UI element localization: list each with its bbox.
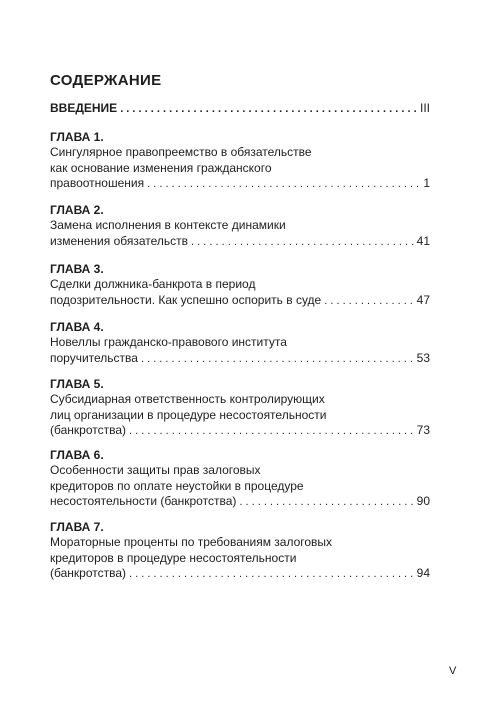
chapter-page-number: 53 [416, 350, 430, 365]
dot-leader [129, 567, 414, 582]
toc-entry-chapter-7[interactable] [50, 520, 430, 583]
chapter-heading: ГЛАВА 4. [50, 320, 104, 334]
dot-leader [147, 177, 420, 192]
dot-leader [129, 424, 414, 439]
chapter-title-line: как основание изменения гражданского [50, 160, 272, 175]
chapter-title-line: (банкротства) [50, 566, 126, 581]
chapter-title-line: Особенности защиты прав залоговых [50, 463, 261, 478]
chapter-title-line: несостоятельности (банкротства) [50, 494, 237, 509]
chapter-heading: ГЛАВА 5. [50, 377, 104, 391]
chapter-title-line: Субсидиарная ответственность контролирующих [50, 392, 325, 407]
toc-entry-chapter-2[interactable] [50, 203, 430, 250]
chapter-title-line: кредиторов в процедуре несостоятельности [50, 550, 297, 565]
chapter-page-number: 90 [416, 494, 430, 509]
toc-entry-chapter-3[interactable] [50, 262, 430, 309]
chapter-title-line: подозрительности. Как успешно оспорить в суде [50, 292, 322, 307]
chapter-page-number: 47 [416, 292, 430, 307]
chapter-title-line: правоотношения [50, 176, 145, 191]
chapter-heading: ГЛАВА 6. [50, 448, 104, 462]
chapter-heading: ГЛАВА 7. [50, 520, 104, 534]
toc-entry-chapter-6[interactable] [50, 448, 430, 511]
chapter-page-number: 41 [416, 233, 430, 248]
dot-leader [239, 495, 413, 510]
dot-leader [120, 103, 417, 115]
chapter-title-line: Мораторные проценты по требованиям залоговых [50, 535, 333, 550]
toc-entry-chapter-4[interactable] [50, 320, 430, 367]
toc-entry-chapter-1[interactable] [50, 130, 430, 193]
chapter-title-line: поручительства [50, 350, 138, 365]
chapter-heading: ГЛАВА 3. [50, 262, 104, 276]
chapter-title-line: изменения обязательств [50, 233, 189, 248]
dot-leader [191, 235, 414, 250]
chapter-title-line: Сингулярное правопреемство в обязательстве [50, 145, 312, 160]
chapter-heading: ГЛАВА 2. [50, 203, 104, 217]
chapter-title-line: Сделки должника-банкрота в период [50, 277, 256, 292]
toc-title: СОДЕРЖАНИЕ [50, 72, 162, 89]
toc-entry-chapter-5[interactable] [50, 377, 430, 440]
intro-page-number: III [419, 101, 430, 115]
chapter-page-number: 73 [416, 423, 430, 438]
chapter-title-line: Новеллы гражданско-правового института [50, 335, 287, 350]
chapter-title-line: Замена исполнения в контексте динамики [50, 218, 286, 233]
chapter-heading: ГЛАВА 1. [50, 130, 104, 144]
dot-leader [141, 352, 414, 367]
chapter-title-line: лиц организации в процедуре несостоятельности [50, 407, 327, 422]
chapter-page-number: 1 [423, 176, 430, 191]
chapter-title-line: (банкротства) [50, 423, 126, 438]
intro-label: ВВЕДЕНИЕ [50, 101, 118, 115]
page-folio: V [449, 665, 457, 677]
chapter-title-line: кредиторов по оплате неустойки в процедуре [50, 478, 304, 493]
chapter-page-number: 94 [416, 566, 430, 581]
toc-entry-intro[interactable] [50, 101, 430, 115]
dot-leader [324, 294, 413, 309]
